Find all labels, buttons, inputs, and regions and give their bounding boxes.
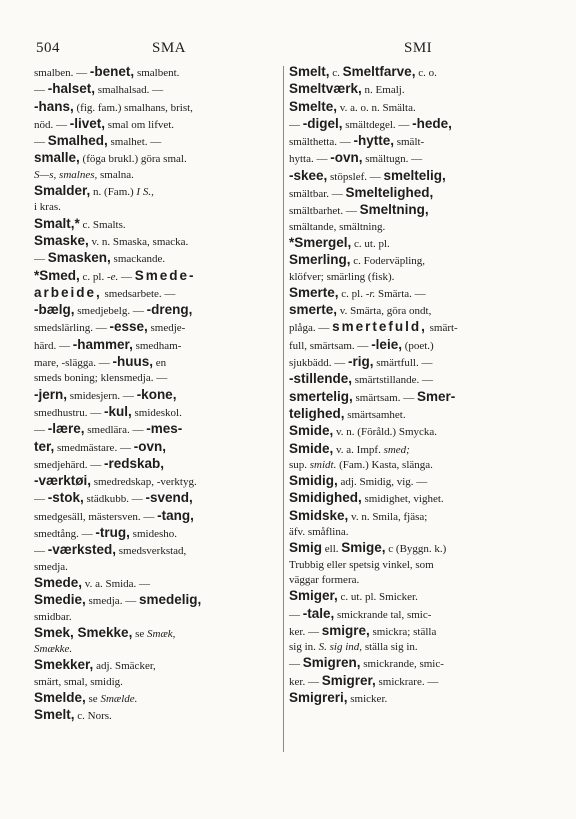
definition-text: sig in. [289,641,319,654]
headword: Smeltværk, [289,81,362,97]
headword: Smidske, [289,507,349,523]
entry-line [289,490,541,507]
entry-line [289,690,541,707]
definition-text: smedja. [34,560,68,573]
definition-text: smärtfull. — [373,357,433,370]
entry-line [289,371,541,388]
headword: Smalhed, [47,133,108,149]
headword: Smeltfarve, [342,64,416,79]
definition-text: — [289,608,303,621]
headword: Smede- [134,267,196,283]
entry-line [289,270,541,285]
definition-text: c. ut. pl. Smicker. [337,591,418,604]
headword: -trug, [95,525,130,541]
definition-text: klöfver; smärling (fisk). [289,270,395,283]
headword: Smalt,* [34,215,80,231]
definition-text: smalhalsad. — [95,84,164,97]
definition-text: — [34,493,48,506]
headword: Smide, [289,440,334,456]
definition-text: — [289,658,303,671]
italic-text: -e. [106,270,119,283]
entry-line [34,302,286,319]
definition-text: ker. — [289,625,322,638]
entry-line [34,64,286,81]
entry-line [289,558,541,573]
definition-text: smalhet. — [107,136,162,149]
definition-text: smickra; ställa [369,625,437,638]
entry-line [289,473,541,490]
entry-line [34,690,286,707]
headword: Smerte, [289,284,339,300]
headword: -halset, [47,81,96,97]
entry-line [34,285,286,302]
entry-line [289,673,541,690]
headword: Smigren, [302,655,361,671]
entry-line [289,525,541,540]
headword: Smekker, [34,657,94,673]
headword: -tale, [302,605,335,621]
headword: *Smed, [34,267,80,283]
italic-text: S—s, smalnes, [34,168,98,181]
definition-text: smedhustru. — [34,406,104,419]
headword: ter, [34,438,55,454]
headword: Smede, [34,574,83,590]
headword: arbeide, [34,284,102,300]
definition-text: smälthetta. — [289,136,354,149]
definition-text: smältbarhet. — [289,205,360,218]
entry-line [34,150,286,167]
definition-text: smickrande tal, smic- [334,608,432,621]
entry-line [34,250,286,267]
entry-line [289,606,541,623]
entry-line [34,133,286,150]
definition-text: smidbar. [34,610,72,623]
entry-line [34,525,286,542]
headword: Smigrer, [321,672,376,688]
definition-text: städkubb. — [83,493,146,506]
entry-line [34,575,286,592]
definition-text: smidesho. [129,528,177,541]
entry-line [34,99,286,116]
headword: Smalder, [34,183,91,199]
headword: -leie, [371,336,402,352]
headword: -livet, [69,115,106,131]
entry-line [289,202,541,219]
definition-text: sup. [289,458,310,471]
definition-text: smedjebelg. — [74,305,147,318]
definition-text: (föga brukl.) göra smal. [79,153,187,166]
definition-text: smedje- [147,322,186,335]
definition-text: smalna. [97,168,134,181]
definition-text: smedja. — [85,595,139,608]
headword: Smige, [341,540,386,556]
headword: Smidighed, [289,490,362,506]
definition-text: smältande, smältning. [289,220,386,233]
definition-text: v. Smärta, göra ondt, [337,305,432,318]
entry-line [289,150,541,167]
entry-line [34,200,286,215]
right-column [289,64,541,707]
headword: Smelde, [34,689,86,705]
entry-line [34,625,286,642]
headword: -ovn, [133,438,166,454]
headword: -stillende, [289,371,353,387]
headword: *Smergel, [289,234,352,250]
headword: smigre, [321,622,370,638]
entry-line [34,81,286,98]
definition-text: — [34,545,48,558]
entry-line [34,233,286,250]
definition-text: full, smärtsam. — [289,339,372,352]
definition-text: v. n. Smila, fjäsa; [348,510,428,523]
definition-text: c (Byggn. k.) [385,543,447,556]
italic-text: smidt. [309,458,337,471]
entry-line [289,337,541,354]
headword: -hans, [34,98,74,114]
definition-text: smärt, smal, smidig. [34,675,123,688]
entry-line [289,319,541,336]
headword: -digel, [302,115,343,131]
headword: Smelt, [289,64,330,79]
headword: -jern, [34,386,68,402]
entry-line [34,319,286,336]
left-guide-word: SMA [152,40,187,56]
definition-text: smedredskap, -verktyg. [91,476,197,489]
definition-text: c. ut. pl. [351,237,390,250]
italic-text: -r. [365,287,376,300]
definition-text: smedjehärd. — [34,458,104,471]
headword: -tang, [157,507,194,523]
definition-text: smältdegel. — [342,118,413,131]
entry-line [34,371,286,386]
definition-text: plåga. — [289,322,333,335]
definition-text: Trubbig eller spetsig vinkel, som [289,558,434,571]
definition-text: nöd. — [34,118,70,131]
headword: smeltelig, [383,167,446,183]
entry-line [34,610,286,625]
entry-line [34,337,286,354]
definition-text: smältbar. — [289,188,346,201]
definition-text: c. [329,67,343,79]
definition-text: smärt- [426,322,458,335]
entry-line [34,421,286,438]
headword: -ovn, [330,150,363,166]
entry-line [289,235,541,252]
definition-text: smidesjern. — [67,389,137,402]
definition-text: äfv. småflina. [289,526,349,539]
definition-text: smedmästare. — [54,441,134,454]
definition-text: adj. Smäcker, [93,660,156,673]
definition-text: hytta. — [289,153,331,166]
entry-line [289,168,541,185]
definition-text: smedham- [132,339,182,352]
definition-text: sjukbädd. — [289,357,348,370]
definition-text: smärtsam. — [352,391,417,404]
entry-line [289,285,541,302]
definition-text: smedtång. — [34,528,96,541]
headword: smalle, [34,150,80,166]
headword: -hammer, [72,336,133,352]
column-rule [283,66,284,752]
headword: Smasken, [47,250,111,266]
definition-text: smalben. — [34,67,90,79]
entry-line [34,657,286,674]
headword: -bælg, [34,302,75,318]
headword: Smidig, [289,473,338,489]
page-number: 504 [36,40,60,56]
headword: Smeltning, [359,202,429,218]
definition-text: — [34,424,48,437]
definition-text: v. a. Smida. — [82,577,151,590]
definition-text: smält- [393,136,425,149]
entry-line [289,458,541,473]
headword: -værktøi, [34,473,92,489]
headword: -stok, [47,490,84,506]
definition-text: smärtsamhet. [344,408,406,421]
running-header [36,40,528,62]
entry-line [34,508,286,525]
headword: Smaske, [34,232,89,248]
headword: -hytte, [353,133,394,149]
headword: smertelig, [289,388,353,404]
definition-text: stöpslef. — [327,170,384,183]
entry-line [289,508,541,525]
entry-line [34,542,286,559]
entry-line [289,81,541,98]
definition-text: n. (Fam.) [90,186,137,199]
definition-text: n. Emalj. [361,84,405,97]
entry-line [34,404,286,421]
entry-line [34,183,286,200]
italic-text: S. sig ind, [318,641,363,654]
definition-text: mare, -slägga. — [34,357,113,370]
definition-text: adj. Smidig, vig. — [337,476,428,489]
italic-text: Smæk, [147,627,176,640]
entry-line [34,675,286,690]
definition-text: v. n. Smaska, smacka. [88,235,189,248]
entry-line [289,220,541,235]
definition-text: smedsverkstad, [116,545,187,558]
entry-line [289,185,541,202]
headword: smedelig, [138,592,202,608]
headword: -redskab, [103,455,164,471]
entry-line [289,99,541,116]
italic-text: I S., [136,186,154,199]
headword: -huus, [112,354,153,370]
headword: Smiger, [289,588,338,604]
definition-text: — [34,253,48,266]
entry-line [289,354,541,371]
headword: smerte, [289,302,338,318]
entry-line [289,389,541,406]
headword: -hede, [412,115,452,131]
headword: smertefuld, [332,319,427,335]
right-guide-word: SMI [404,40,433,56]
entry-line [34,268,286,285]
headword: -benet, [89,64,135,79]
definition-text: — [118,270,135,283]
definition-text: smedgesäll, mästersven. — [34,510,158,523]
definition-text: ker. — [289,675,322,688]
definition-text: — [34,136,48,149]
entry-line [289,540,541,557]
definition-text: se [132,627,147,640]
definition-text: smicker. [347,692,388,705]
definition-text: smedsarbete. — [101,287,176,300]
definition-text: smärtstillande. — [352,374,433,387]
definition-text: v. a. o. n. Smälta. [337,101,416,114]
definition-text: c. o. [415,67,437,79]
headword: telighed, [289,405,345,421]
definition-text: — [289,118,303,131]
italic-text: Smække. [34,643,73,656]
entry-line [34,216,286,233]
entry-line [289,655,541,672]
definition-text: smickrande, smic- [360,658,444,671]
entry-line [34,456,286,473]
definition-text: c. Nors. [74,710,112,723]
definition-text: i kras. [34,201,61,214]
italic-text: Smælde. [100,692,138,705]
definition-text: smältugn. — [362,153,423,166]
entry-line [289,640,541,655]
definition-text: en [153,357,167,370]
entry-line [289,133,541,150]
definition-text: smideskol. [131,406,182,419]
definition-text: smidighet, vighet. [361,493,444,506]
headword: -svend, [145,490,193,506]
headword: -rig, [347,354,374,370]
entry-line [289,252,541,269]
entry-line [289,116,541,133]
definition-text: c. pl. [338,287,366,300]
headword: Smelte, [289,98,338,114]
definition-text: se [85,692,101,705]
definition-text: smedlära. — [84,424,147,437]
headword: Smerling, [289,252,351,268]
entry-line [34,354,286,371]
definition-text: v. n. (Föråld.) Smycka. [333,426,438,439]
headword: Smide, [289,423,334,439]
entry-line [289,623,541,640]
definition-text: c. Foderväpling, [350,255,426,268]
definition-text: c. pl. [79,270,107,283]
definition-text: — [34,84,48,97]
entry-line [34,473,286,490]
entry-line [289,302,541,319]
entry-line [34,116,286,133]
definition-text: v. a. Impf. [333,443,384,456]
definition-text: c. Smalts. [79,218,126,231]
entry-line [34,490,286,507]
entry-line [289,406,541,423]
entry-line [34,168,286,183]
entry-line [34,707,286,724]
headword: -kul, [103,403,132,419]
definition-text: härd. — [34,339,73,352]
italic-text: smed; [383,443,410,456]
definition-text: smedslärling. — [34,322,110,335]
left-column [34,64,286,725]
entry-line [289,573,541,588]
headword: -skee, [289,167,328,183]
definition-text: (fig. fam.) smalhans, brist, [73,101,193,114]
definition-text: Smärta. — [375,287,426,300]
entry-line [34,387,286,404]
headword: -mes- [146,421,183,437]
definition-text: väggar formera. [289,573,360,586]
entry-line [34,642,286,657]
headword: -værksted, [47,542,117,558]
headword: Smeltelighed, [345,185,434,201]
headword: Smig [289,540,323,556]
definition-text: smickrare. — [375,675,439,688]
entry-line [34,560,286,575]
entry-line [289,64,541,81]
headword: -kone, [136,386,177,402]
definition-text: ell. [322,543,342,556]
entry-line [34,439,286,456]
entry-line [34,592,286,609]
definition-text: smal om lifvet. [105,118,175,131]
entry-line [289,423,541,440]
entry-line [289,588,541,605]
headword: Smigreri, [289,689,348,705]
definition-text: smeds boning; klensmedja. — [34,372,168,385]
headword: -lære, [47,421,85,437]
definition-text: ställa sig in. [362,641,418,654]
definition-text: (Fam.) Kasta, slänga. [336,458,433,471]
headword: Smelt, [34,707,75,723]
headword: -dreng, [146,302,193,318]
definition-text: (poet.) [401,339,434,352]
headword: Smedie, [34,592,86,608]
entry-line [289,441,541,458]
headword: -esse, [109,319,148,335]
headword: Smek, Smekke, [34,624,133,640]
definition-text: smalbent. [134,67,180,79]
definition-text: smackande. [110,253,166,266]
headword: Smer- [416,388,456,404]
